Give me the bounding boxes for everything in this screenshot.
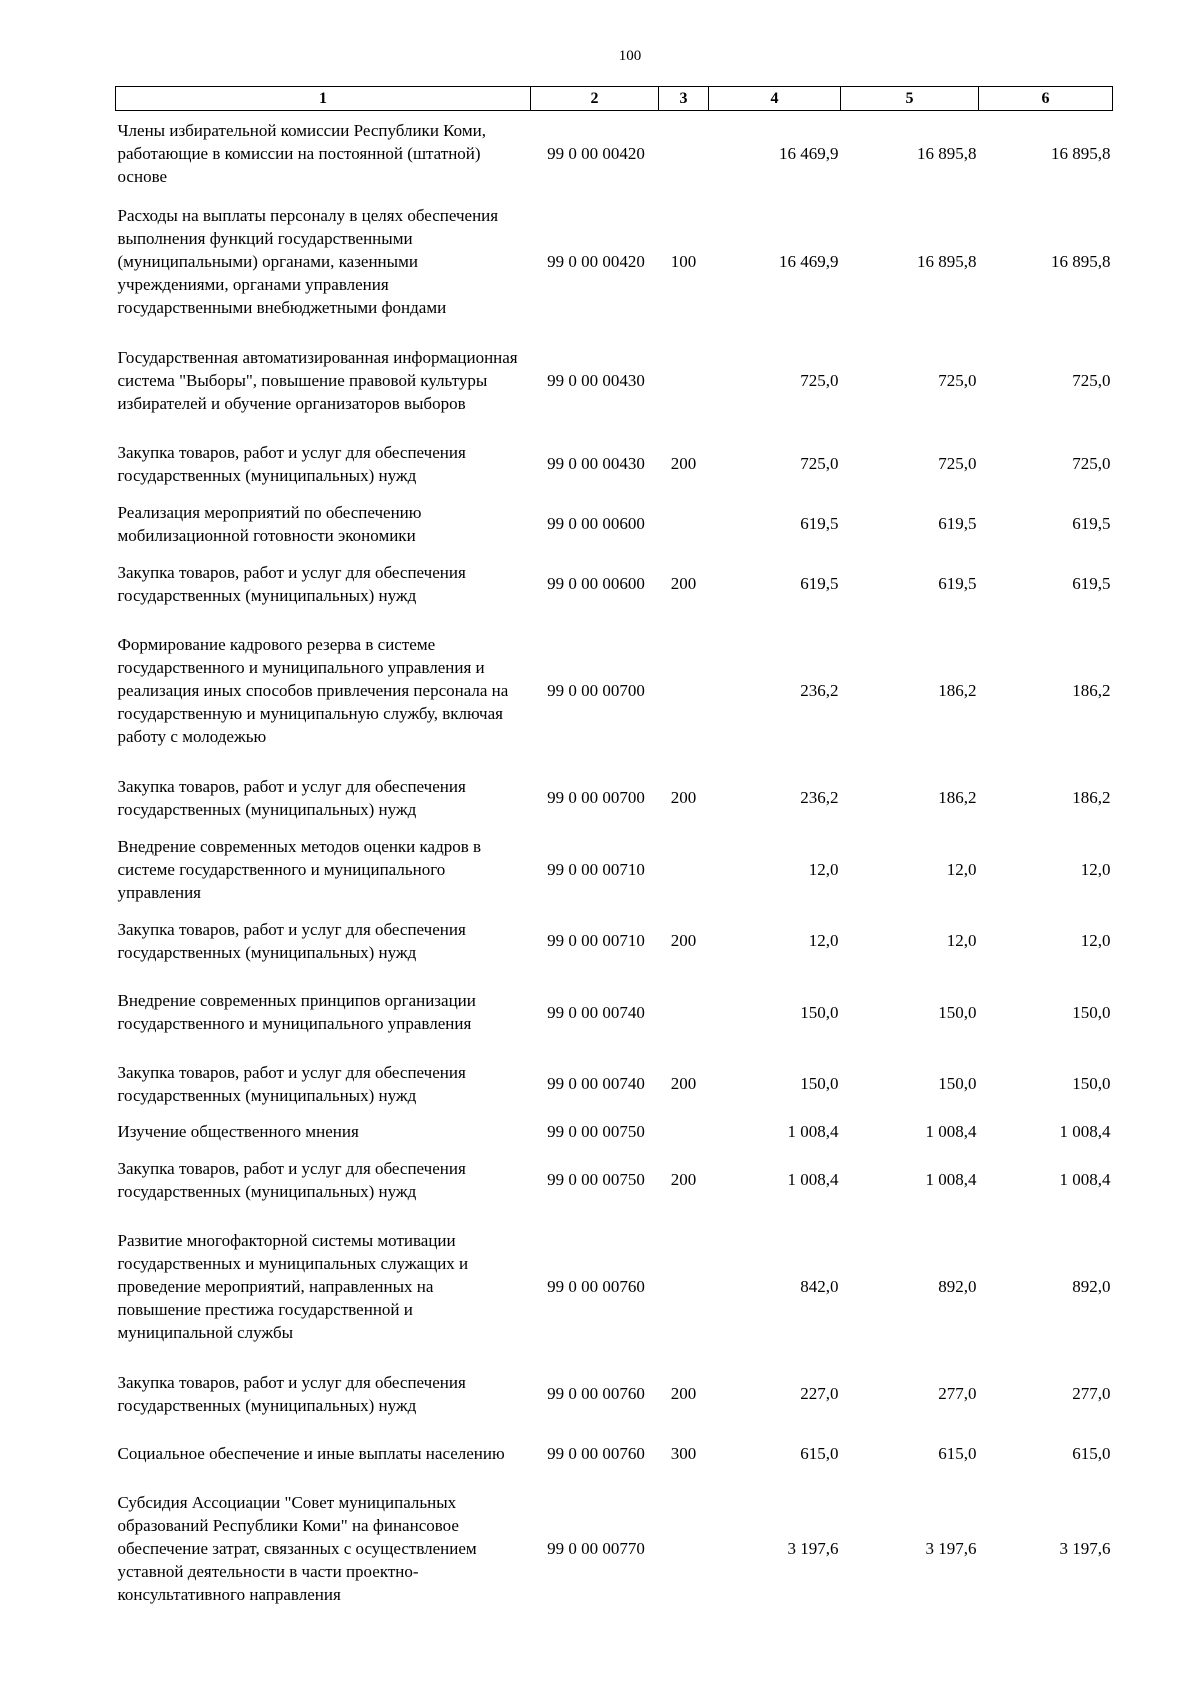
- row-name: Закупка товаров, работ и услуг для обеспечения государственных (муниципальных) нужд: [117, 442, 466, 485]
- row-name: Формирование кадрового резерва в системе государственного и муниципального управления и реализация иных способов привлечения персонала на государственную и муниципальную службу, включая работу с молодежью: [117, 635, 509, 746]
- row-value-col4: 227,0: [800, 1384, 839, 1403]
- row-value-col5: 725,0: [938, 454, 977, 473]
- row-value-col5: 1 008,4: [925, 1122, 977, 1141]
- row-value-col4: 619,5: [800, 514, 839, 533]
- row-target-code: 99 0 00 00760: [547, 1444, 645, 1463]
- row-value-col6: 186,2: [1072, 681, 1111, 700]
- row-expense-type: 200: [670, 788, 697, 807]
- row-value-col4: 236,2: [800, 788, 839, 807]
- row-target-code: 99 0 00 00430: [547, 454, 645, 473]
- row-name: Реализация мероприятий по обеспечению мобилизационной готовности экономики: [117, 502, 422, 545]
- row-value-col6: 3 197,6: [1059, 1539, 1111, 1558]
- table-row: [116, 1484, 1113, 1614]
- row-value-col5: 150,0: [938, 1002, 977, 1022]
- row-target-code: 99 0 00 00600: [547, 574, 645, 593]
- row-name: Закупка товаров, работ и услуг для обеспечения государственных (муниципальных) нужд: [117, 1062, 466, 1105]
- row-target-code: 99 0 00 00420: [547, 252, 645, 271]
- row-value-col4: 842,0: [800, 1277, 839, 1296]
- column-header-4: 4: [709, 87, 841, 111]
- table-row: [116, 434, 1113, 494]
- row-name: Закупка товаров, работ и услуг для обеспечения государственных (муниципальных) нужд: [117, 1372, 466, 1415]
- row-target-code: 99 0 00 00710: [547, 859, 645, 879]
- row-value-col4: 725,0: [800, 454, 839, 473]
- row-value-col6: 16 895,8: [1051, 252, 1111, 271]
- row-value-col4: 150,0: [800, 1074, 839, 1093]
- row-target-code: 99 0 00 00740: [547, 1002, 645, 1022]
- row-target-code: 99 0 00 00700: [547, 788, 645, 807]
- row-target-code: 99 0 00 00740: [547, 1074, 645, 1093]
- row-name: Внедрение современных принципов организации государственного и муниципального управления: [117, 991, 476, 1033]
- table-header: [116, 87, 1113, 111]
- row-value-col6: 1 008,4: [1059, 1170, 1111, 1189]
- row-name: Субсидия Ассоциации "Совет муниципальных образований Республики Коми" на финансовое обеспечение затрат, связанных с осуществлением уставной деятельности в части проектно-консультативного направления: [117, 1493, 477, 1604]
- row-expense-type: 200: [670, 1074, 697, 1093]
- row-value-col6: 12,0: [1080, 931, 1111, 950]
- row-value-col5: 619,5: [938, 574, 977, 593]
- column-header-5: 5: [841, 87, 979, 111]
- column-header-3: 3: [659, 87, 709, 111]
- table-row: [116, 1364, 1113, 1424]
- row-value-col4: 725,0: [800, 370, 839, 390]
- row-value-col4: 1 008,4: [787, 1170, 839, 1189]
- table-row: [116, 111, 1113, 197]
- page-number: 100: [618, 48, 642, 64]
- table-row: [116, 494, 1113, 554]
- row-expense-type: [659, 327, 709, 434]
- row-expense-type: [659, 111, 709, 197]
- row-target-code: 99 0 00 00750: [547, 1122, 645, 1141]
- row-value-col5: 1 008,4: [925, 1170, 977, 1189]
- row-value-col5: 3 197,6: [925, 1539, 977, 1558]
- table-row: [116, 911, 1113, 971]
- row-value-col4: 16 469,9: [779, 252, 839, 271]
- row-expense-type: [659, 614, 709, 768]
- row-value-col6: 725,0: [1072, 454, 1111, 473]
- row-target-code: 99 0 00 00710: [547, 931, 645, 950]
- row-expense-type: 200: [670, 454, 697, 473]
- row-value-col5: 892,0: [938, 1277, 977, 1296]
- column-header-2: 2: [531, 87, 659, 111]
- table-row: [116, 1054, 1113, 1114]
- row-value-col5: 16 895,8: [917, 252, 977, 271]
- row-value-col6: 277,0: [1072, 1384, 1111, 1403]
- row-value-col4: 619,5: [800, 574, 839, 593]
- column-header-6: 6: [979, 87, 1113, 111]
- row-value-col4: 150,0: [800, 1002, 839, 1022]
- table-row: [116, 554, 1113, 614]
- table-row: [116, 327, 1113, 434]
- row-value-col6: 16 895,8: [1051, 144, 1111, 164]
- row-value-col6: 150,0: [1072, 1074, 1111, 1093]
- row-target-code: 99 0 00 00600: [547, 514, 645, 533]
- row-target-code: 99 0 00 00700: [547, 681, 645, 700]
- row-value-col6: 12,0: [1080, 859, 1111, 879]
- row-expense-type: [659, 1210, 709, 1364]
- row-value-col6: 619,5: [1072, 514, 1111, 533]
- row-target-code: 99 0 00 00750: [547, 1170, 645, 1189]
- table-body: [116, 111, 1113, 1614]
- row-name: Социальное обеспечение и иные выплаты населению: [117, 1444, 505, 1463]
- row-name: Члены избирательной комиссии Республики Коми, работающие в комиссии на постоянной (штатной) основе: [117, 121, 486, 187]
- row-target-code: 99 0 00 00760: [547, 1384, 645, 1403]
- row-value-col5: 12,0: [946, 931, 977, 950]
- table-row: [116, 1114, 1113, 1150]
- row-name: Развитие многофакторной системы мотивации государственных и муниципальных служащих и проведение мероприятий, направленных на повышение престижа государственной и муниципальной службы: [117, 1231, 469, 1342]
- row-expense-type: [659, 828, 709, 911]
- row-value-col6: 150,0: [1072, 1002, 1111, 1022]
- row-value-col5: 186,2: [938, 788, 977, 807]
- row-expense-type: [659, 1114, 709, 1150]
- row-name: Внедрение современных методов оценки кадров в системе государственного и муниципального управления: [117, 836, 482, 902]
- table-row: [116, 768, 1113, 828]
- table-row: [116, 1424, 1113, 1484]
- row-value-col6: 892,0: [1072, 1277, 1111, 1296]
- row-expense-type: 200: [670, 574, 697, 593]
- table-row: [116, 1150, 1113, 1210]
- row-target-code: 99 0 00 00430: [547, 370, 645, 390]
- header-row: [116, 87, 1113, 111]
- row-name: Изучение общественного мнения: [117, 1122, 359, 1141]
- row-value-col4: 1 008,4: [787, 1122, 839, 1141]
- row-target-code: 99 0 00 00760: [547, 1277, 645, 1296]
- table-row: [116, 828, 1113, 911]
- row-target-code: 99 0 00 00770: [547, 1539, 645, 1558]
- row-value-col6: 619,5: [1072, 574, 1111, 593]
- row-value-col5: 12,0: [946, 859, 977, 879]
- row-value-col4: 236,2: [800, 681, 839, 700]
- row-value-col5: 615,0: [938, 1444, 977, 1463]
- row-expense-type: [659, 494, 709, 554]
- row-target-code: 99 0 00 00420: [547, 144, 645, 164]
- row-value-col5: 277,0: [938, 1384, 977, 1403]
- budget-table: [115, 86, 1113, 1614]
- row-expense-type: 200: [670, 1384, 697, 1403]
- row-expense-type: [659, 1484, 709, 1614]
- table-row: [116, 197, 1113, 327]
- row-value-col4: 3 197,6: [787, 1539, 839, 1558]
- row-value-col4: 12,0: [808, 931, 839, 950]
- row-value-col5: 150,0: [938, 1074, 977, 1093]
- row-name: Расходы на выплаты персоналу в целях обеспечения выполнения функций государственными (муниципальными) органами, казенными учреждениями, органами управления государственными внебюджетными фондами: [117, 206, 499, 317]
- table-row: [116, 614, 1113, 768]
- row-expense-type: 200: [670, 1170, 697, 1189]
- row-name: Закупка товаров, работ и услуг для обеспечения государственных (муниципальных) нужд: [117, 562, 466, 605]
- column-header-1: 1: [116, 87, 531, 111]
- row-name: Закупка товаров, работ и услуг для обеспечения государственных (муниципальных) нужд: [117, 1158, 466, 1201]
- row-expense-type: [659, 971, 709, 1054]
- row-value-col6: 725,0: [1072, 370, 1111, 390]
- row-value-col5: 619,5: [938, 514, 977, 533]
- row-expense-type: 300: [670, 1444, 697, 1463]
- row-name: Закупка товаров, работ и услуг для обеспечения государственных (муниципальных) нужд: [117, 776, 466, 819]
- row-name: Государственная автоматизированная информационная система "Выборы", повышение правовой культуры избирателей и обучение организаторов выборов: [117, 347, 518, 413]
- row-expense-type: 100: [670, 252, 697, 271]
- row-value-col4: 615,0: [800, 1444, 839, 1463]
- row-name: Закупка товаров, работ и услуг для обеспечения государственных (муниципальных) нужд: [117, 919, 466, 962]
- row-value-col4: 16 469,9: [779, 144, 839, 164]
- table-row: [116, 971, 1113, 1054]
- row-value-col6: 186,2: [1072, 788, 1111, 807]
- row-value-col6: 1 008,4: [1059, 1122, 1111, 1141]
- row-value-col5: 186,2: [938, 681, 977, 700]
- row-value-col5: 16 895,8: [917, 144, 977, 164]
- table-row: [116, 1210, 1113, 1364]
- row-value-col6: 615,0: [1072, 1444, 1111, 1463]
- row-value-col5: 725,0: [938, 370, 977, 390]
- row-value-col4: 12,0: [808, 859, 839, 879]
- row-expense-type: 200: [670, 931, 697, 950]
